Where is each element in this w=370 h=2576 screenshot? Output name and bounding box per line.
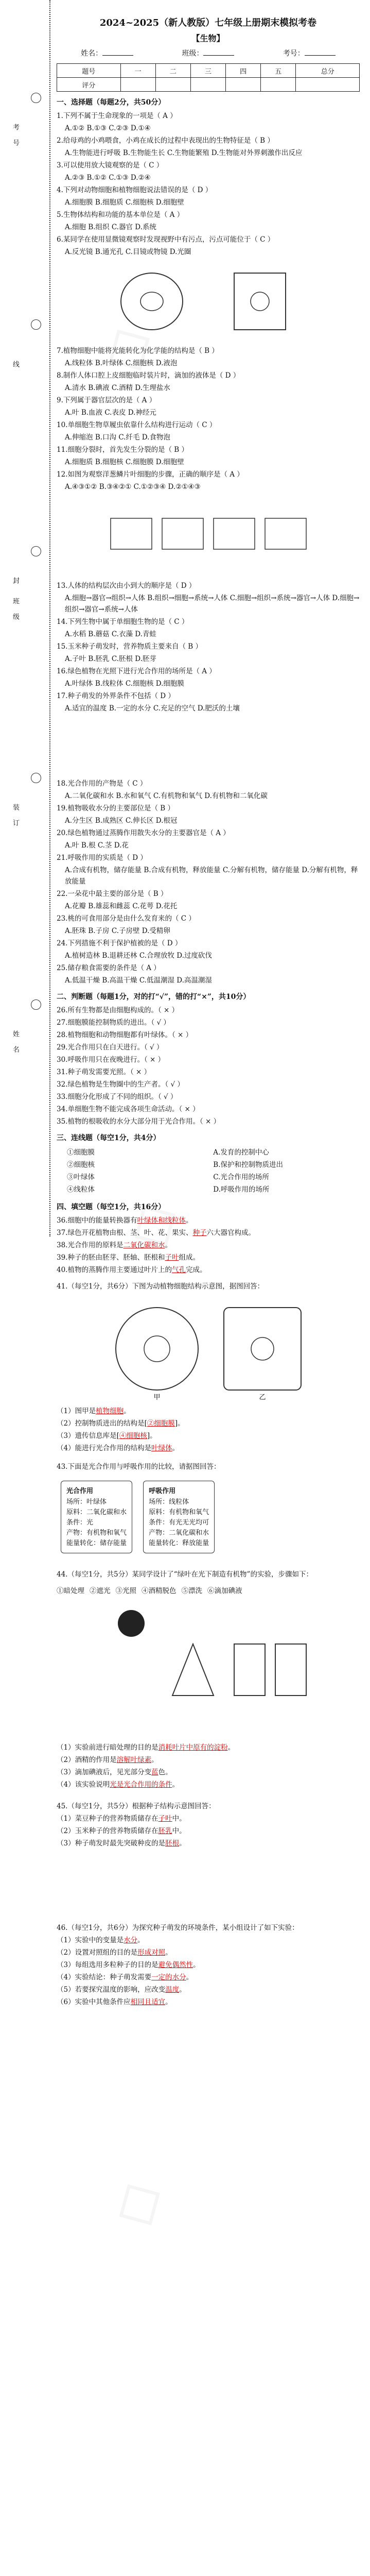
question-stem: 16.绿色植物在光照下进行光合作用的场所是（ A ） bbox=[57, 667, 216, 675]
match-right-item[interactable]: B.保护和控制物质进出 bbox=[213, 1161, 283, 1169]
binding-hole bbox=[31, 93, 41, 103]
question-stem: 10.单细胞生物草履虫依靠什么结构进行运动（ C ） bbox=[57, 421, 217, 429]
experiment-step: ④酒精脱色 bbox=[142, 1587, 177, 1595]
score-header-cell: 二 bbox=[155, 64, 190, 78]
fill-answer[interactable]: 水分 bbox=[124, 1936, 138, 1944]
section-match-title: 三、连线题（每空1分，共4分） bbox=[57, 1134, 161, 1142]
fill-item: （6）实验中其他条件应相同且适宜。 bbox=[57, 1998, 172, 2006]
match-right-item[interactable]: A.发育的控制中心 bbox=[213, 1148, 269, 1157]
fill-answer[interactable]: 胚乳 bbox=[158, 1827, 172, 1835]
binding-hole bbox=[31, 546, 41, 556]
exam-title: 2024~2025（新人教版）七年级上册期末模拟考卷 bbox=[99, 18, 317, 28]
q46-title: 46.（每空1分，共6分）为探究种子萌发的环境条件，某小组设计了如下实验： bbox=[57, 1924, 299, 1932]
respiration-panel-title: 呼吸作用 bbox=[149, 1487, 176, 1495]
fill-answer[interactable]: 子叶 bbox=[165, 1253, 179, 1262]
question-stem: 3.可以使用放大镜观察的是（ C ） bbox=[57, 161, 164, 170]
question-options[interactable]: A.适宜的温度 B.一定的水分 C.充足的空气 D.肥沃的土壤 bbox=[65, 704, 240, 713]
fill-answer[interactable]: 植物细胞 bbox=[96, 1407, 124, 1415]
fill-item: （3）每组选用多粒种子的目的是避免偶然性。 bbox=[57, 1961, 200, 1969]
judge-questions bbox=[57, 1005, 360, 1127]
question-stem: 1.下列不属于生命现象的一项是（ A ） bbox=[57, 112, 177, 120]
question-options[interactable]: A.胚珠 B.子房 C.子房壁 D.受精卵 bbox=[65, 927, 170, 935]
question-options[interactable]: A.细胞 B.组织 C.器官 D.系统 bbox=[65, 223, 156, 231]
photosynthesis-item: 产物：有机物和氧气 bbox=[66, 1529, 127, 1537]
q44-steps bbox=[57, 1584, 360, 1598]
match-right-item[interactable]: C.光合作用的场所 bbox=[213, 1173, 269, 1181]
section-fill-title: 四、填空题（每空1分，共16分） bbox=[57, 1203, 166, 1211]
question-options[interactable]: A.②③ B.①② C.①③ D.②④ bbox=[65, 174, 151, 182]
match-left-item[interactable]: ③叶绿体 bbox=[67, 1173, 95, 1181]
fill-answer[interactable]: 形成对照 bbox=[137, 1948, 166, 1957]
match-left-column bbox=[67, 1146, 95, 1196]
judge-item[interactable]: 28.植物细胞和动物细胞都有叶绿体。（ × ） bbox=[57, 1031, 193, 1039]
question-options[interactable]: A.植树造林 B.退耕还林 C.合理放牧 D.过度砍伐 bbox=[65, 952, 212, 960]
label-jia: 甲 bbox=[153, 1394, 161, 1400]
question-options[interactable]: A.分生区 B.成熟区 C.伸长区 D.根冠 bbox=[65, 817, 178, 825]
section-judge-title: 二、判断题（每题1分，对的打“√”，错的打“×”，共10分） bbox=[57, 993, 251, 1001]
photosynthesis-item: 场所：叶绿体 bbox=[66, 1498, 107, 1506]
fill-item: （5）若要探究温度的影响，应改变温度。 bbox=[57, 1986, 186, 1994]
fill-item: （2）控制物质进出的结构是[②细胞膜]。 bbox=[57, 1419, 185, 1428]
fill-item: （2）玉米种子的营养物质储存在胚乳中。 bbox=[57, 1827, 186, 1835]
match-left-item[interactable]: ④线粒体 bbox=[67, 1185, 95, 1194]
question-options[interactable]: A.线粒体 B.叶绿体 C.细胞核 D.液泡 bbox=[65, 359, 178, 367]
judge-item[interactable]: 34.单细胞生物不能完成各项生命活动。（ × ） bbox=[57, 1105, 200, 1113]
figure-svg bbox=[100, 263, 316, 340]
fill-answer[interactable]: 叶绿体 bbox=[151, 1444, 172, 1452]
judge-item[interactable]: 32.绿色植物是生物圈中的生产者。（ √ ） bbox=[57, 1080, 184, 1089]
judge-item[interactable]: 30.呼吸作用只在夜晚进行。（ × ） bbox=[57, 1056, 165, 1064]
judge-item[interactable]: 31.种子萌发需要光照。（ × ） bbox=[57, 1068, 151, 1076]
photosynthesis-panel-title: 光合作用 bbox=[66, 1487, 94, 1495]
score-header-cell: 题号 bbox=[57, 64, 121, 78]
binding-hole bbox=[31, 773, 41, 783]
question-options[interactable]: A.④③①② B.③④②① C.①②③④ D.②①④③ bbox=[65, 483, 201, 491]
score-header-cell: 五 bbox=[261, 64, 296, 78]
fill-answer[interactable]: 温度 bbox=[165, 1986, 180, 1994]
fill-answer[interactable]: ④细胞核 bbox=[119, 1432, 147, 1440]
question-stem: 8.制作人体口腔上皮细胞临时装片时，滴加的液体是（ D ） bbox=[57, 371, 240, 380]
fill-item: 38.光合作用的原料是二氧化碳和水。 bbox=[57, 1241, 172, 1249]
photosynthesis-items bbox=[66, 1497, 127, 1549]
score-cell[interactable] bbox=[261, 78, 296, 92]
exam-subject: 【生物】 bbox=[191, 33, 225, 43]
question-options[interactable]: A.反光镜 B.通光孔 C.目镜或物镜 D.光圈 bbox=[65, 248, 191, 256]
question-stem: 9.下列属于器官层次的是（ A ） bbox=[57, 396, 156, 404]
student-info-line bbox=[57, 48, 360, 58]
fill-answer[interactable]: 叶绿体和线粒体 bbox=[137, 1216, 186, 1225]
question-stem: 14.下列生物中属于单细胞生物的是（ C ） bbox=[57, 618, 189, 626]
question-options[interactable]: A.生物能进行呼吸 B.生物能生长 C.生物能繁殖 D.生物能对外界刺激作出反应 bbox=[65, 149, 303, 157]
fill-item: 36.细胞中的能量转换器有叶绿体和线粒体。 bbox=[57, 1216, 193, 1225]
fill-answer[interactable]: ②细胞膜 bbox=[147, 1419, 175, 1428]
fill-item: （4）实验结论：种子萌发需要一定的水分。 bbox=[57, 1973, 193, 1981]
cell-figure bbox=[100, 1297, 316, 1400]
fill-item: （1）图甲是植物细胞。 bbox=[57, 1407, 131, 1415]
fill-answer[interactable]: 光是光合作用的条件 bbox=[110, 1781, 172, 1789]
photosynthesis-item: 条件：光 bbox=[66, 1519, 94, 1527]
gutter-label: 名 bbox=[11, 1046, 19, 1054]
fill-item: （4）该实验说明光是光合作用的条件。 bbox=[57, 1781, 180, 1789]
score-cell[interactable] bbox=[190, 78, 225, 92]
score-header-cell: 总分 bbox=[296, 64, 360, 78]
gutter-label: 封 bbox=[11, 577, 19, 585]
respiration-item: 条件：有光无光均可 bbox=[149, 1519, 209, 1527]
fill-item: （3）遗传信息库是[④细胞核]。 bbox=[57, 1432, 157, 1440]
question-stem: 7.植物细胞中能将光能转化为化学能的结构是（ B ） bbox=[57, 347, 219, 355]
fill-item: 40.植物的蒸腾作用主要通过叶片上的气孔完成。 bbox=[57, 1266, 207, 1274]
q43-title: 43.下面是光合作用与呼吸作用的比较，请据图回答： bbox=[57, 1463, 221, 1471]
fill-item: （1）实验前进行暗处理的目的是消耗叶片中原有的淀粉。 bbox=[57, 1743, 235, 1752]
question-stem: 11.细胞分裂时，首先发生分裂的是（ B ） bbox=[57, 446, 188, 454]
respiration-items bbox=[149, 1497, 209, 1549]
score-table bbox=[57, 63, 360, 92]
judge-item[interactable]: 33.细胞分化形成了不同的组织。（ √ ） bbox=[57, 1093, 178, 1101]
choice-questions-part3 bbox=[57, 580, 360, 714]
question-options[interactable]: A.清水 B.碘液 C.酒精 D.生理盐水 bbox=[65, 384, 170, 392]
photosynthesis-panel bbox=[61, 1481, 132, 1553]
question-options[interactable]: A.花瓣 B.雄蕊和雌蕊 C.花萼 D.花托 bbox=[65, 902, 178, 910]
question-stem: 23.桃的可食用部分是由什么发育来的（ C ） bbox=[57, 914, 196, 923]
question-options[interactable]: A.合成有机物，储存能量 B.合成有机物，释放能量 C.分解有机物，储存能量 D.分解有机物，释放能量 bbox=[65, 866, 358, 886]
cell-svg bbox=[100, 1297, 316, 1400]
score-cell[interactable] bbox=[155, 78, 190, 92]
question-stem: 5.生物体结构和功能的基本单位是（ A ） bbox=[57, 211, 184, 219]
gutter-label: 订 bbox=[11, 819, 19, 827]
q41-subquestions bbox=[57, 1405, 360, 1454]
question-stem: 15.玉米种子萌发时，营养物质主要来自（ B ） bbox=[57, 642, 202, 651]
fill-item: 39.种子的胚由胚芽、胚轴、胚根和子叶组成。 bbox=[57, 1253, 200, 1262]
question-options[interactable]: A.叶 B.根 C.茎 D.花 bbox=[65, 841, 129, 850]
score-header-row bbox=[57, 64, 360, 78]
exam-page bbox=[57, 0, 360, 2009]
q41-title: 41.（每空1分，共6分）下图为动植物细胞结构示意图，据图回答： bbox=[57, 1282, 265, 1291]
question-options[interactable]: A.低温干燥 B.高温干燥 C.低温潮湿 D.高温潮湿 bbox=[65, 976, 212, 985]
fill-answer[interactable]: 气孔 bbox=[171, 1266, 186, 1274]
question-figure bbox=[100, 263, 316, 340]
gutter-label: 考 bbox=[11, 124, 19, 131]
question-stem: 20.绿色植物通过蒸腾作用散失水分的主要器官是（ A ） bbox=[57, 829, 230, 837]
gutter-label: 班 bbox=[11, 598, 19, 605]
match-area bbox=[67, 1146, 283, 1196]
q45-subquestions bbox=[57, 1813, 360, 1849]
respiration-item: 场所：线粒体 bbox=[149, 1498, 189, 1506]
fill-item: （3）种子萌发时最先突破种皮的是胚根。 bbox=[57, 1839, 186, 1848]
q43-panels bbox=[57, 1476, 360, 1558]
gutter-label: 线 bbox=[11, 361, 19, 368]
experiment-svg bbox=[100, 1603, 316, 1737]
fill-answer[interactable]: 胚根 bbox=[165, 1839, 180, 1848]
judge-item[interactable]: 27.细胞膜能控制物质的进出。（ √ ） bbox=[57, 1019, 170, 1027]
question-stem: 13.人体的结构层次由小到大的顺序是（ D ） bbox=[57, 582, 196, 590]
fill-answer[interactable]: 相同且适宜 bbox=[130, 1998, 166, 2006]
fill-item: （1）菜豆种子的营养物质储存在子叶中。 bbox=[57, 1815, 186, 1823]
q44-subquestions bbox=[57, 1742, 360, 1790]
choice-questions-part2 bbox=[57, 345, 360, 493]
microscope-steps-figure bbox=[100, 498, 316, 575]
fill-answer[interactable]: 蓝 bbox=[151, 1768, 158, 1776]
fill-questions bbox=[57, 1215, 360, 1276]
score-cell[interactable] bbox=[296, 78, 360, 92]
question-stem: 2.给母鸡的小鸡喂食，小鸡在成长的过程中表现出的生物特征是（ B ） bbox=[57, 137, 274, 145]
name-field[interactable]: 姓名： bbox=[81, 48, 133, 58]
question-options[interactable]: A.水稻 B.蘑菇 C.衣藻 D.青蛙 bbox=[65, 630, 156, 638]
gutter-label: 级 bbox=[11, 613, 19, 621]
fill-answer[interactable]: 消耗叶片中原有的淀粉 bbox=[158, 1743, 228, 1752]
respiration-item: 产物：二氧化碳和水 bbox=[149, 1529, 209, 1537]
question-options[interactable]: A.二氧化碳和水 B.水和氧气 C.有机物和氧气 D.有机物和二氧化碳 bbox=[65, 792, 268, 800]
fill-item: （4）能进行光合作用的结构是叶绿体。 bbox=[57, 1444, 180, 1452]
score-cell[interactable] bbox=[226, 78, 261, 92]
question-stem: 24.下列措施不利于保护植被的是（ D ） bbox=[57, 939, 182, 947]
photosynthesis-item: 能量转化：储存能量 bbox=[66, 1539, 127, 1547]
gutter-label: 号 bbox=[11, 139, 19, 147]
experiment-step: ③光照 bbox=[115, 1587, 136, 1595]
question-options[interactable]: A.叶 B.血液 C.表皮 D.神经元 bbox=[65, 409, 156, 417]
binding-hole bbox=[31, 999, 41, 1010]
section-choice-title: 一、选择题（每题2分，共50分） bbox=[57, 98, 166, 107]
binding-hole bbox=[31, 319, 41, 330]
judge-item[interactable]: 29.光合作用只在白天进行。（ √ ） bbox=[57, 1043, 164, 1052]
question-options[interactable]: A.细胞质 B.细胞核 C.细胞膜 D.细胞壁 bbox=[65, 458, 184, 466]
question-stem: 19.植物吸收水分的主要部位是（ B ） bbox=[57, 804, 174, 812]
match-right-item[interactable]: D.呼吸作用的场所 bbox=[213, 1185, 270, 1194]
photosynthesis-item: 原料：二氧化碳和水 bbox=[66, 1509, 127, 1516]
question-stem: 4.下列对动物细胞和植物细胞说法错误的是（ D ） bbox=[57, 186, 213, 194]
match-left-item[interactable]: ②细胞核 bbox=[67, 1161, 95, 1169]
match-left-item[interactable]: ①细胞膜 bbox=[67, 1148, 95, 1157]
question-stem: 6.某同学在使用显微镜观察时发现视野中有污点，污点可能位于（ C ） bbox=[57, 235, 275, 244]
question-stem: 12.如图为观察洋葱鳞片叶细胞的步骤，正确的顺序是（ A ） bbox=[57, 470, 244, 479]
fill-item: （1）实验中的变量是水分。 bbox=[57, 1936, 145, 1944]
fill-answer[interactable]: 二氧化碳和水 bbox=[123, 1241, 165, 1249]
choice-questions-part4 bbox=[57, 778, 360, 986]
question-stem: 21.呼吸作用的实质是（ D ） bbox=[57, 854, 147, 862]
score-cell[interactable] bbox=[120, 78, 155, 92]
experiment-step: ①暗处理 bbox=[57, 1587, 84, 1595]
score-label: 评分 bbox=[57, 78, 121, 92]
respiration-item: 能量转化：释放能量 bbox=[149, 1539, 209, 1547]
fill-answer[interactable]: 溶解叶绿素 bbox=[116, 1756, 152, 1764]
judge-item[interactable]: 35.植物的根吸收的水分大部分用于光合作用。（ × ） bbox=[57, 1117, 221, 1126]
question-options[interactable]: A.伸缩泡 B.口沟 C.纤毛 D.食物泡 bbox=[65, 433, 170, 442]
gutter-label: 装 bbox=[11, 804, 19, 811]
experiment-figure bbox=[100, 1603, 316, 1737]
score-header-cell: 四 bbox=[226, 64, 261, 78]
choice-questions-part1 bbox=[57, 110, 360, 258]
question-options[interactable]: A.细胞膜 B.细胞质 C.细胞核 D.细胞壁 bbox=[65, 198, 184, 207]
watermark bbox=[98, 2157, 175, 2243]
score-value-row bbox=[57, 78, 360, 92]
respiration-panel bbox=[143, 1481, 215, 1553]
question-options[interactable]: A.子叶 B.胚乳 C.胚根 D.胚芽 bbox=[65, 655, 156, 663]
class-field[interactable]: 班级： bbox=[182, 48, 234, 58]
fill-item: （2）酒精的作用是溶解叶绿素。 bbox=[57, 1756, 158, 1764]
fill-item: 37.绿色开花植物由根、茎、叶、花、果实、种子六大器官构成。 bbox=[57, 1229, 255, 1237]
judge-item[interactable]: 26.所有生物都是由细胞构成的。（ × ） bbox=[57, 1006, 179, 1014]
match-right-column bbox=[213, 1146, 283, 1196]
respiration-item: 原料：有机物和氧气 bbox=[149, 1509, 209, 1516]
experiment-step: ②遮光 bbox=[90, 1587, 111, 1595]
fill-item: （3）滴加碘液后，见光部分变蓝色。 bbox=[57, 1768, 172, 1776]
binding-gutter bbox=[0, 0, 50, 1236]
q44-title: 44.（每空1分，共5分）某同学设计了“绿叶在光下制造有机物”的实验，步骤如下： bbox=[57, 1570, 313, 1579]
exam-no-field[interactable]: 考号： bbox=[283, 48, 336, 58]
fill-item: （2）设置对照组的目的是形成对照。 bbox=[57, 1948, 172, 1957]
score-header-cell: 三 bbox=[190, 64, 225, 78]
fill-answer[interactable]: 避免偶然性 bbox=[158, 1961, 193, 1969]
label-yi: 乙 bbox=[258, 1394, 266, 1400]
question-stem: 17.种子萌发的外界条件不包括（ D ） bbox=[57, 692, 175, 700]
fill-answer[interactable]: 一定的水分 bbox=[151, 1973, 186, 1981]
score-header-cell: 一 bbox=[120, 64, 155, 78]
question-stem: 18.光合作用的产物是（ C ） bbox=[57, 779, 147, 788]
question-options[interactable]: A.叶绿体 B.线粒体 C.细胞核 D.细胞膜 bbox=[65, 680, 184, 688]
question-options[interactable]: A.①② B.①③ C.②③ D.①④ bbox=[65, 124, 151, 132]
question-options[interactable]: A.细胞→器官→组织→人体 B.组织→细胞→系统→人体 C.细胞→组织→系统→器官→人体 D.细胞→组织→器官→系统→人体 bbox=[65, 594, 360, 614]
fill-answer[interactable]: 种子 bbox=[192, 1229, 207, 1237]
steps-svg bbox=[100, 498, 316, 575]
question-stem: 25.储存粮食需要的条件是（ A ） bbox=[57, 964, 161, 972]
experiment-step: ⑥滴加碘液 bbox=[207, 1587, 242, 1595]
fill-answer[interactable]: 子叶 bbox=[158, 1815, 172, 1823]
experiment-step: ⑤漂洗 bbox=[181, 1587, 202, 1595]
question-stem: 22.一朵花中最主要的部分是（ B ） bbox=[57, 890, 168, 898]
q45-title: 45.（每空1分，共5分）根据种子结构示意图回答： bbox=[57, 1802, 216, 1810]
q46-subquestions bbox=[57, 1935, 360, 2008]
gutter-label: 姓 bbox=[11, 1030, 19, 1038]
